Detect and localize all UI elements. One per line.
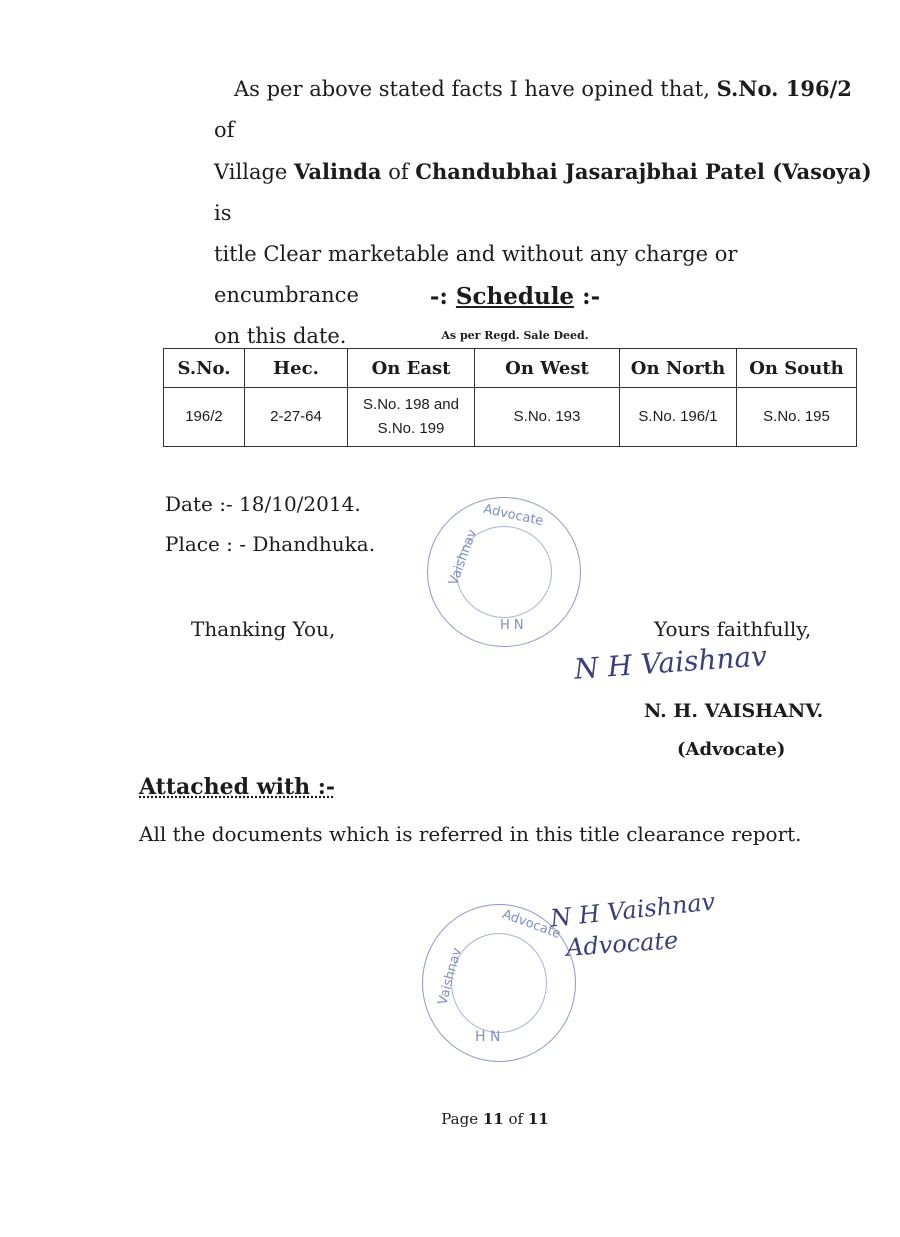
cell-east-line2: S.No. 199: [377, 420, 445, 437]
schedule-title-text: Schedule: [455, 283, 575, 310]
cell-east-line1: S.No. 198 and: [363, 396, 459, 413]
stamp-text-bottom: H N: [475, 1029, 501, 1045]
stamp-text-left: Vaishnav: [435, 946, 465, 1007]
date-line: Date :- 18/10/2014.: [165, 492, 361, 516]
table-row: [164, 388, 857, 447]
page-number: 11: [482, 1110, 504, 1128]
stamp-text-left: Vaishnav: [446, 527, 481, 588]
schedule-table: [163, 348, 857, 447]
advocate-stamp: [427, 497, 581, 647]
header-south: On South: [737, 349, 857, 388]
cell-hec: 2-27-64: [245, 388, 348, 447]
stamp-text-bottom: H N: [500, 618, 524, 633]
schedule-subtitle: As per Regd. Sale Deed.: [441, 329, 589, 342]
attached-heading: Attached with :-: [139, 774, 336, 800]
schedule-title: [0, 283, 900, 310]
opinion-text: Village: [214, 160, 295, 184]
signature-2-line1: N H Vaishnav: [548, 887, 717, 933]
schedule-prefix: -:: [429, 283, 456, 310]
page-footer: [0, 1110, 900, 1128]
header-hec: Hec.: [245, 349, 348, 388]
signatory-designation: (Advocate): [677, 739, 786, 760]
table-header-row: [164, 349, 857, 388]
page-total: 11: [527, 1110, 549, 1128]
opinion-text: As per above stated facts I have opined that,: [234, 77, 717, 101]
opinion-text: on this date.: [214, 324, 347, 348]
schedule-suffix: :-: [574, 283, 601, 310]
attached-text: All the documents which is referred in this title clearance report.: [139, 822, 802, 846]
opinion-text: of: [381, 160, 416, 184]
village-name: Valinda: [294, 159, 382, 184]
header-north: On North: [620, 349, 737, 388]
stamp-text-top: Advocate: [482, 501, 545, 530]
opinion-paragraph: [214, 68, 874, 357]
header-sno: S.No.: [164, 349, 245, 388]
thanks-line: Thanking You,: [191, 617, 336, 641]
signature: N H Vaishnav: [573, 639, 768, 686]
footer-text: of: [503, 1110, 528, 1128]
cell-west: S.No. 193: [475, 388, 620, 447]
survey-number: S.No. 196/2: [716, 76, 852, 101]
stamp-text-top: Advocate: [500, 907, 563, 942]
footer-text: Page: [441, 1110, 483, 1128]
cell-sno: 196/2: [164, 388, 245, 447]
cell-south: S.No. 195: [737, 388, 857, 447]
cell-north: S.No. 196/1: [620, 388, 737, 447]
signature-2-line2: Advocate: [565, 926, 680, 962]
header-west: On West: [475, 349, 620, 388]
place-line: Place : - Dhandhuka.: [165, 532, 376, 556]
signatory-name: N. H. VAISHANV.: [644, 700, 824, 722]
stamp-inner-ring: [451, 933, 547, 1033]
closing-salutation: Yours faithfully,: [654, 617, 812, 641]
opinion-text: of: [214, 118, 235, 142]
cell-east: [348, 388, 475, 447]
owner-name: Chandubhai Jasarajbhai Patel (Vasoya): [415, 159, 872, 184]
opinion-text: is: [214, 201, 232, 225]
opinion-text: title Clear marketable and without any charge or encumbrance: [214, 242, 738, 307]
header-east: On East: [348, 349, 475, 388]
